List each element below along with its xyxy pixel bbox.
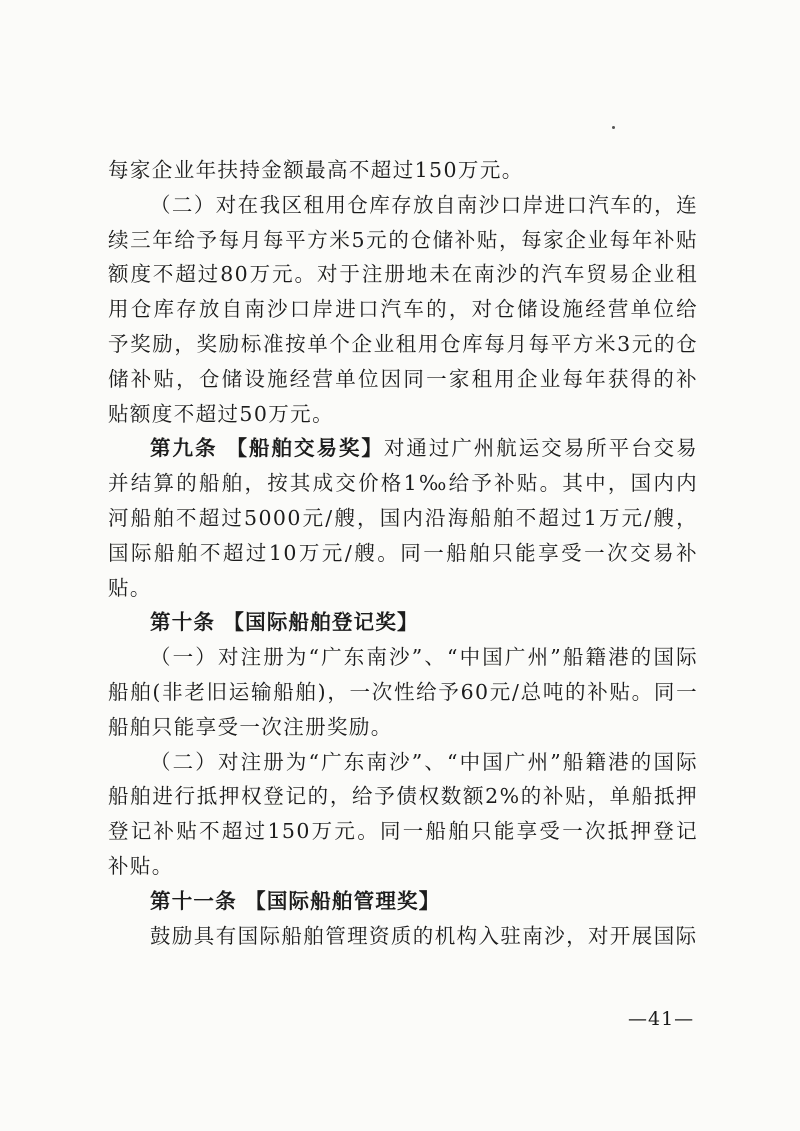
page-number: —41— (628, 1008, 695, 1030)
scan-dot-mark (612, 126, 615, 129)
article-9-text: 对通过广州航运交易所平台交易并结算的船舶，按其成交价格1‰给予补贴。其中，国内内河船舶不超过5000元/艘，国内沿海船舶不超过1万元/艘，国际船舶不超过10万元/艘。同一船舶只能享受一次交易补贴。 (108, 436, 698, 600)
article-9-title: 第九条 【船舶交易奖】 (150, 436, 384, 461)
article-11-title: 第十一条 【国际船舶管理奖】 (150, 888, 441, 913)
article-9-ship-trading-award (108, 431, 698, 605)
paragraph-warehouse-subsidy: （二）对在我区租用仓库存放自南沙口岸进口汽车的，连续三年给予每月每平方米5元的仓储补贴，每家企业每年补贴额度不超过80万元。对于注册地未在南沙的汽车贸易企业租用仓库存放自南沙口岸进口汽车的，对仓储设施经营单位给予奖励，奖励标准按单个企业租用仓库每月每平方米3元的仓储补贴，仓储设施经营单位因同一家租用企业每年获得的补贴额度不超过50万元。 (108, 192, 698, 426)
paragraph-funding-limit: 每家企业年扶持金额最高不超过150万元。 (108, 158, 524, 182)
paragraph-ship-management: 鼓励具有国际船舶管理资质的机构入驻南沙，对开展国际 (150, 923, 698, 948)
paragraph-mortgage-registration: （二）对注册为“广东南沙”、“中国广州”船籍港的国际船舶进行抵押权登记的，给予债权数额2%的补贴，单船抵押登记补贴不超过150万元。同一船舶只能享受一次抵押登记补贴。 (108, 749, 698, 878)
paragraph-ship-registration: （一）对注册为“广东南沙”、“中国广州”船籍港的国际船舶(非老旧运输船舶)，一次性给予60元/总吨的补贴。同一船舶只能享受一次注册奖励。 (108, 645, 698, 739)
article-10-title: 第十条 【国际船舶登记奖】 (150, 610, 419, 635)
document-body (108, 153, 698, 953)
